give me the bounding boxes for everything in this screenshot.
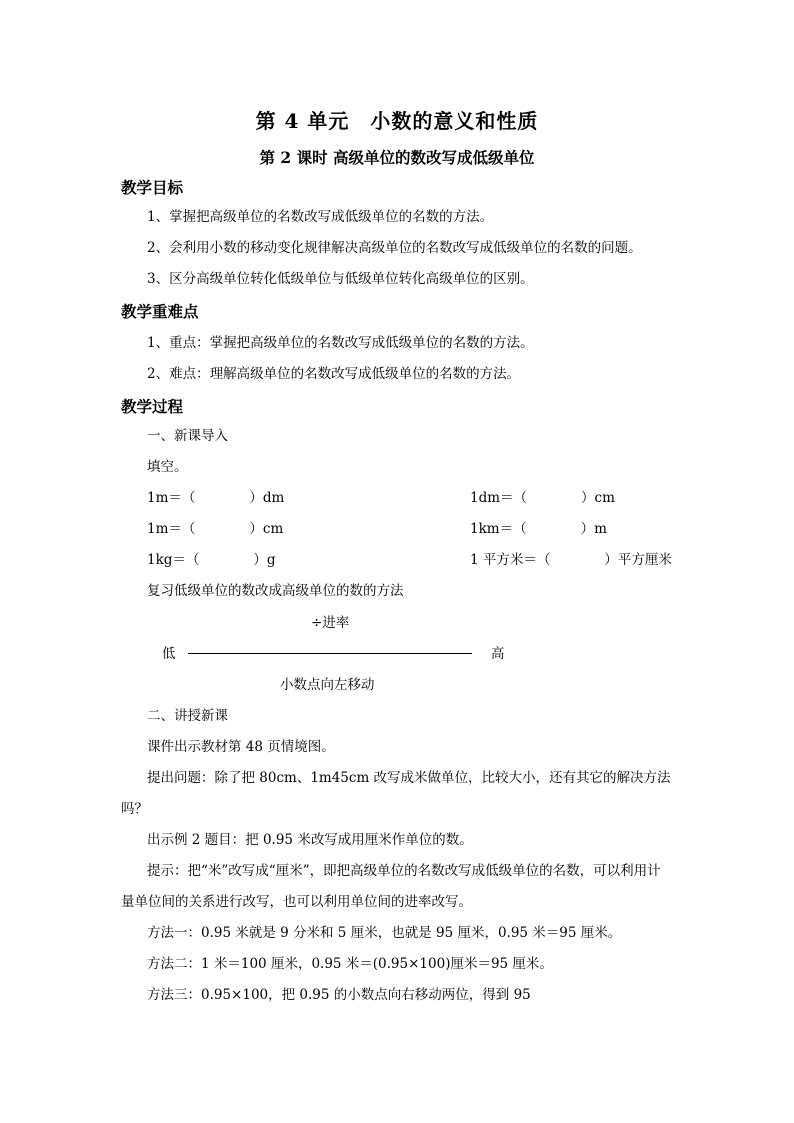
fill-blank-item: 1 平方米＝（ ）平方厘米 bbox=[470, 552, 672, 568]
fill-blank-item: 1dm＝（ ）cm bbox=[470, 490, 615, 506]
method-one: 方法一：0.95 米就是 9 分米和 5 厘米，也就是 95 厘米，0.95 米＝95 厘米。 bbox=[147, 925, 622, 941]
fill-blank-item: 1kg＝（ ）g bbox=[147, 552, 276, 568]
page-title: 第 4 单元 小数的意义和性质 bbox=[255, 109, 539, 133]
paragraph: 提出问题：除了把 80cm、1m45cm 改写成米做单位，比较大小，还有其它的解决方法 bbox=[147, 770, 671, 786]
key-point-item: 2、难点：理解高级单位的名数改写成低级单位的名数的方法。 bbox=[147, 366, 521, 382]
fill-blank-item: 1m＝（ ）cm bbox=[147, 521, 284, 537]
method-two: 方法二：1 米＝100 厘米，0.95 米＝(0.95×100)厘米＝95 厘米。 bbox=[147, 956, 553, 972]
fill-blank-label: 填空。 bbox=[147, 459, 188, 475]
diagram-top-label: ÷进率 bbox=[311, 615, 350, 631]
diagram-arrow-line bbox=[188, 653, 472, 654]
objectives-heading: 教学目标 bbox=[121, 178, 184, 197]
process-heading: 教学过程 bbox=[121, 397, 184, 416]
paragraph-continued: 吗？ bbox=[121, 801, 148, 817]
section-heading-intro: 一、新课导入 bbox=[147, 428, 228, 444]
diagram-left-label: 低 bbox=[162, 646, 176, 662]
fill-blank-item: 1m＝（ ）dm bbox=[147, 490, 285, 506]
key-point-item: 1、重点：掌握把高级单位的名数改写成低级单位的名数的方法。 bbox=[147, 335, 534, 351]
objective-item: 1、掌握把高级单位的名数改写成低级单位的名数的方法。 bbox=[147, 209, 494, 225]
key-points-heading: 教学重难点 bbox=[121, 302, 199, 321]
section-heading-new-lesson: 二、讲授新课 bbox=[147, 708, 228, 724]
paragraph: 课件出示教材第 48 页情境图。 bbox=[147, 739, 335, 755]
paragraph: 提示：把“米”改写成“厘米”，即把高级单位的名数改写成低级单位的名数，可以利用计 bbox=[147, 863, 661, 879]
lesson-subtitle: 第 2 课时 高级单位的数改写成低级单位 bbox=[259, 148, 535, 167]
objective-item: 3、区分高级单位转化低级单位与低级单位转化高级单位的区别。 bbox=[147, 271, 534, 287]
paragraph-continued: 量单位间的关系进行改写，也可以利用单位间的进率改写。 bbox=[121, 894, 472, 910]
method-three: 方法三：0.95×100，把 0.95 的小数点向右移动两位，得到 95 bbox=[147, 987, 531, 1003]
fill-blank-item: 1km＝（ ）m bbox=[470, 521, 607, 537]
diagram-bottom-label: 小数点向左移动 bbox=[280, 677, 375, 693]
paragraph: 出示例 2 题目：把 0.95 米改写成用厘米作单位的数。 bbox=[147, 832, 473, 848]
objective-item: 2、会利用小数的移动变化规律解决高级单位的名数改写成低级单位的名数的问题。 bbox=[147, 240, 642, 256]
diagram-right-label: 高 bbox=[491, 646, 505, 662]
review-text: 复习低级单位的数改成高级单位的数的方法 bbox=[147, 583, 404, 599]
